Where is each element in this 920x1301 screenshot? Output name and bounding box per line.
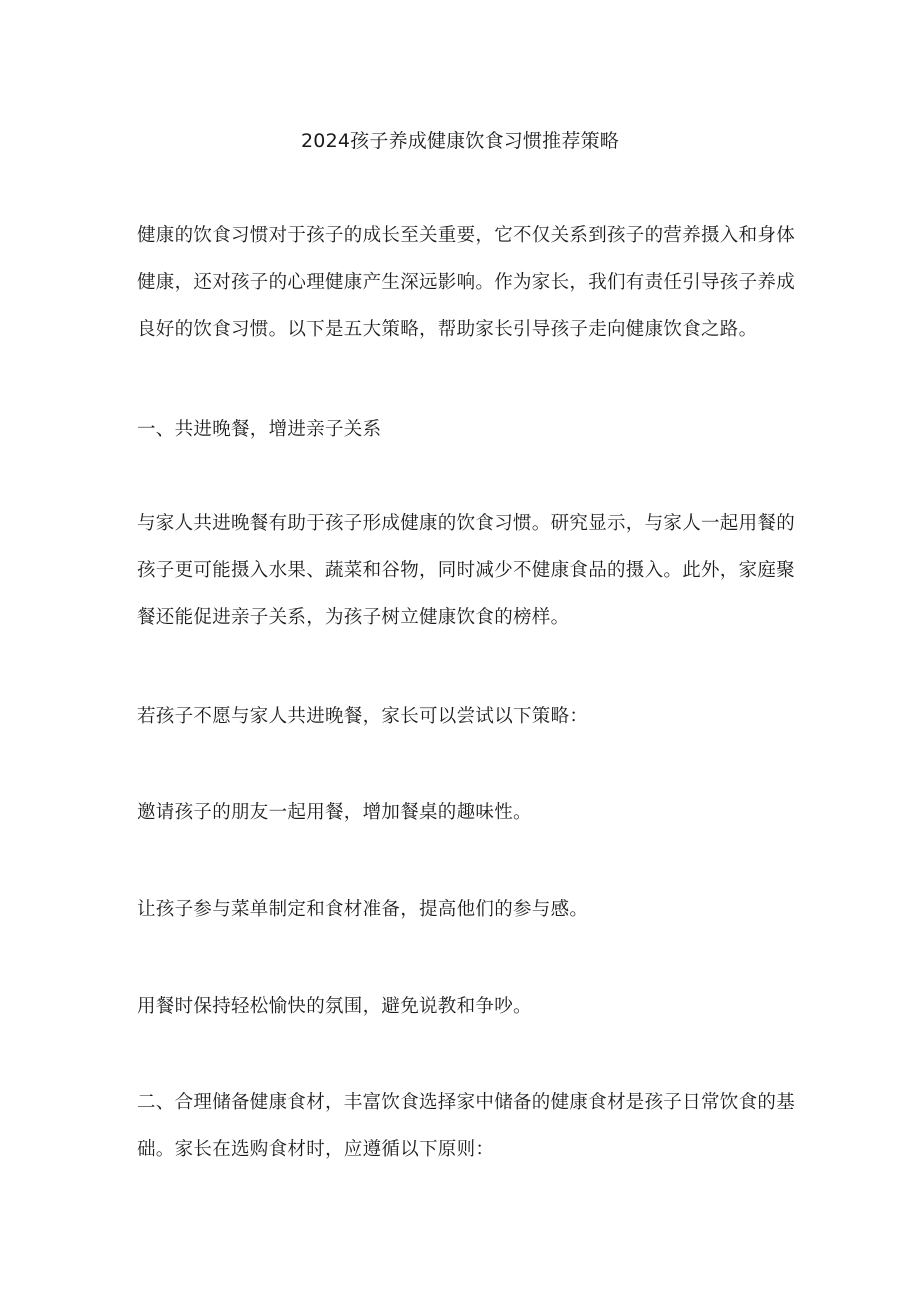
family-dinner-paragraph: 与家人共进晚餐有助于孩子形成健康的饮食习惯。研究显示，与家人一起用餐的孩子更可能摄入水果、蔬菜和谷物，同时减少不健康食品的摄入。此外，家庭聚餐还能促进亲子关系，为孩子树立健康饮食的榜样。 bbox=[137, 513, 796, 628]
strategy-item: 让孩子参与菜单制定和食材准备，提高他们的参与感。 bbox=[137, 899, 589, 920]
section-heading-1: 一、共进晚餐，增进亲子关系 bbox=[137, 419, 382, 440]
intro-paragraph: 健康的饮食习惯对于孩子的成长至关重要，它不仅关系到孩子的营养摄入和身体健康，还对孩子的心理健康产生深远影响。作为家长，我们有责任引导孩子养成良好的饮食习惯。以下是五大策略，帮助家长引导孩子走向健康饮食之路。 bbox=[137, 225, 796, 340]
strategy-item: 邀请孩子的朋友一起用餐，增加餐桌的趣味性。 bbox=[137, 802, 532, 823]
document-title: 2024孩子养成健康饮食习惯推荐策略 bbox=[301, 130, 619, 152]
strategy-item: 用餐时保持轻松愉快的氛围，避免说教和争吵。 bbox=[137, 996, 532, 1017]
strategy-intro-paragraph: 若孩子不愿与家人共进晚餐，家长可以尝试以下策略： bbox=[137, 706, 589, 727]
section-heading-2-paragraph: 二、合理储备健康食材，丰富饮食选择家中储备的健康食材是孩子日常饮食的基础。家长在选购食材时，应遵循以下原则： bbox=[137, 1092, 796, 1160]
